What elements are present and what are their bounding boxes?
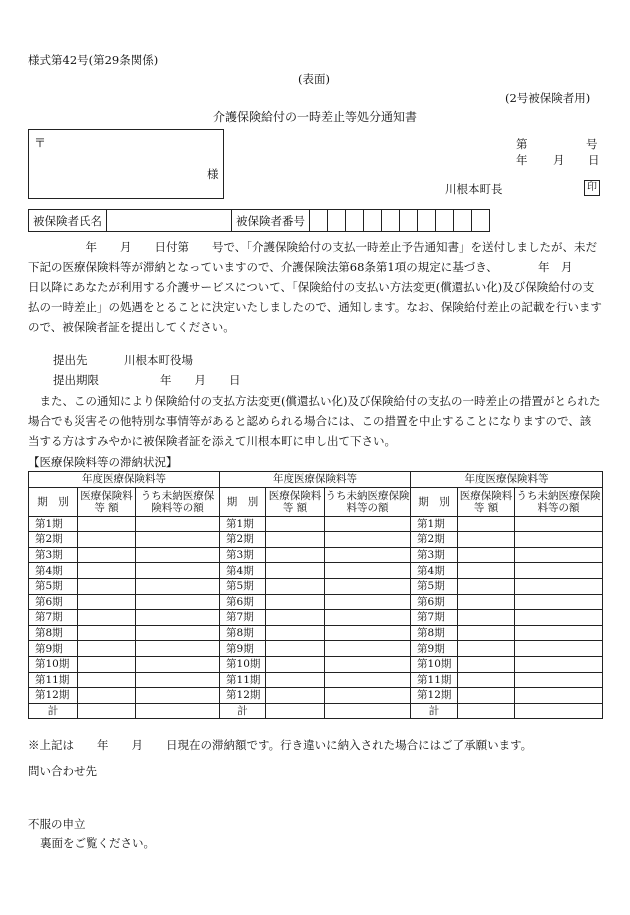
amount-cell[interactable] [458,578,515,594]
insured-number-digit[interactable] [382,210,400,232]
total-label: 計 [29,703,78,719]
page-side-label: (表面) [298,72,330,86]
unpaid-amount-cell[interactable] [325,516,411,532]
period-row [29,563,603,579]
submit-to-label: 提出先 [53,353,88,367]
amount-cell[interactable] [78,547,136,563]
amount-cell[interactable] [266,563,325,579]
amount-cell[interactable] [458,625,515,641]
period-label: 第10期 [29,656,78,672]
amount-cell[interactable] [266,672,325,688]
period-label: 第3期 [29,547,78,563]
period-column-header: 期 別 [220,487,266,516]
period-label: 第5期 [411,578,458,594]
total-label: 計 [220,703,266,719]
unpaid-amount-cell[interactable] [136,610,220,626]
notice-paragraph: 年 月 日付第 号で、「介護保険給付の支払一時差止予告通知書」を送付しましたが、未だ下記の医療保険料等が滞納となっていますので、介護保険法第68条第1項の規定に基づき、 年 月 日以降にあなたが利用する介護サービスについて、「保険給付の支払い方法変更(償還払い化)及び保険給付の支払の一時差止」の処遇をとることに決定いたしましたので、通知します。なお、保険給付差止の記載を行いますので、被保険者証を提出してください。 [28,240,602,334]
period-label: 第2期 [29,532,78,548]
unpaid-amount-cell[interactable] [515,610,603,626]
period-column-header: 期 別 [411,487,458,516]
period-row [29,656,603,672]
issue-go: 号 [586,137,598,151]
fiscal-year-header: 年度医療保険料等 [29,472,220,488]
period-row [29,594,603,610]
amount-cell[interactable] [266,594,325,610]
unpaid-amount-cell[interactable] [515,688,603,704]
amount-cell[interactable] [78,656,136,672]
unpaid-amount-cell[interactable] [325,703,411,719]
period-label: 第12期 [220,688,266,704]
insured-number-digit[interactable] [364,210,382,232]
period-label: 第12期 [29,688,78,704]
objection-label: 不服の申立 [28,817,86,831]
amount-column-header: 医療保険料 等 額 [78,487,136,516]
unpaid-amount-cell[interactable] [136,656,220,672]
period-label: 第9期 [29,641,78,657]
postal-mark: 〒 [34,136,47,150]
amount-cell[interactable] [458,516,515,532]
period-label: 第6期 [220,594,266,610]
amount-cell[interactable] [458,563,515,579]
period-label: 第2期 [220,532,266,548]
unpaid-amount-cell[interactable] [515,547,603,563]
insured-number-digit[interactable] [346,210,364,232]
total-label: 計 [411,703,458,719]
insured-number-digit[interactable] [400,210,418,232]
period-row [29,578,603,594]
period-label: 第10期 [220,656,266,672]
period-label: 第7期 [411,610,458,626]
period-label: 第3期 [411,547,458,563]
deadline-label: 提出期限 [53,373,99,387]
period-label: 第11期 [411,672,458,688]
unpaid-amount-cell[interactable] [515,625,603,641]
amount-cell[interactable] [458,594,515,610]
period-row [29,532,603,548]
amount-cell[interactable] [458,656,515,672]
unpaid-amount-cell[interactable] [136,563,220,579]
amount-cell[interactable] [458,610,515,626]
amount-cell[interactable] [266,610,325,626]
period-label: 第3期 [220,547,266,563]
amount-cell[interactable] [458,547,515,563]
amount-cell[interactable] [458,688,515,704]
unpaid-amount-cell[interactable] [325,532,411,548]
period-row [29,641,603,657]
amount-cell[interactable] [266,703,325,719]
see-back-note: 裏面をご覧ください。 [40,836,155,850]
amount-cell[interactable] [78,641,136,657]
period-label: 第8期 [29,625,78,641]
insured-number-digit[interactable] [418,210,436,232]
amount-cell[interactable] [266,547,325,563]
insured-number-label: 被保険者番号 [232,210,310,232]
unpaid-amount-cell[interactable] [136,641,220,657]
amount-cell[interactable] [266,532,325,548]
period-label: 第6期 [411,594,458,610]
period-label: 第11期 [29,672,78,688]
insured-number-digit[interactable] [328,210,346,232]
issue-day: 日 [588,153,600,167]
unpaid-amount-cell[interactable] [136,703,220,719]
period-label: 第1期 [220,516,266,532]
period-label: 第6期 [29,594,78,610]
amount-column-header: 医療保険料 等 額 [266,487,325,516]
period-label: 第9期 [411,641,458,657]
period-label: 第10期 [411,656,458,672]
unpaid-amount-cell[interactable] [136,672,220,688]
amount-cell[interactable] [266,516,325,532]
honorific-sama: 様 [207,167,219,181]
unpaid-amount-cell[interactable] [515,578,603,594]
period-label: 第4期 [411,563,458,579]
fiscal-year-header: 年度医療保険料等 [220,472,411,488]
period-row [29,516,603,532]
amount-cell[interactable] [266,578,325,594]
seal-stamp: 印 [584,180,600,196]
period-label: 第4期 [220,563,266,579]
unpaid-amount-cell[interactable] [325,578,411,594]
document-title: 介護保険給付の一時差止等処分通知書 [213,110,418,124]
unpaid-amount-cell[interactable] [325,594,411,610]
period-row [29,625,603,641]
period-row [29,547,603,563]
unpaid-amount-cell[interactable] [325,641,411,657]
amount-column-header: 医療保険料 等 額 [458,487,515,516]
amount-cell[interactable] [78,625,136,641]
unpaid-amount-cell[interactable] [325,610,411,626]
period-label: 第1期 [29,516,78,532]
period-row [29,610,603,626]
unpaid-amount-cell[interactable] [325,688,411,704]
period-row [29,688,603,704]
contact-label: 問い合わせ先 [28,764,97,778]
deadline-value: 年 月 日 [160,373,241,387]
amount-cell[interactable] [78,610,136,626]
amount-cell[interactable] [78,594,136,610]
suspension-notice-paragraph: また、この通知により保険給付の支払方法変更(償還払い化)及び保険給付の支払の一時差止の措置がとられた場合でも災害その他特別な事情等があると認められる場合には、この措置を中止することになりますので、該当する方はすみやかに被保険者証を添えて川根本町に申し出て下さい。 [28,394,601,448]
unpaid-amount-cell[interactable] [136,578,220,594]
period-column-header: 期 別 [29,487,78,516]
unpaid-amount-cell[interactable] [515,672,603,688]
amount-cell[interactable] [266,625,325,641]
arrears-date-note: ※上記は 年 月 日現在の滞納額です。行き違いに納入された場合にはご了承願います。 [28,738,533,752]
unpaid-amount-cell[interactable] [325,547,411,563]
amount-cell[interactable] [458,532,515,548]
amount-cell[interactable] [78,532,136,548]
unpaid-column-header: うち未納医療保険料等の額 [515,487,603,516]
amount-cell[interactable] [458,672,515,688]
period-label: 第7期 [220,610,266,626]
amount-cell[interactable] [266,641,325,657]
arrears-table [28,471,603,719]
address-box [28,129,224,199]
insured-info-table [28,209,490,232]
unpaid-amount-cell[interactable] [325,563,411,579]
period-label: 第8期 [220,625,266,641]
submit-to-value: 川根本町役場 [124,353,193,367]
unpaid-amount-cell[interactable] [515,594,603,610]
amount-cell[interactable] [78,688,136,704]
period-label: 第5期 [220,578,266,594]
unpaid-column-header: うち未納医療保険料等の額 [325,487,411,516]
total-row [29,703,603,719]
form-number: 様式第42号(第29条関係) [28,53,159,67]
amount-cell[interactable] [78,578,136,594]
period-label: 第5期 [29,578,78,594]
unpaid-amount-cell[interactable] [136,532,220,548]
insured-name-field[interactable] [107,210,232,232]
issuer-name: 川根本町長 [445,182,503,196]
insured-number-digit[interactable] [472,210,490,232]
amount-cell[interactable] [78,563,136,579]
unpaid-amount-cell[interactable] [325,656,411,672]
amount-cell[interactable] [78,703,136,719]
period-row [29,672,603,688]
amount-cell[interactable] [266,656,325,672]
amount-cell[interactable] [78,672,136,688]
period-label: 第9期 [220,641,266,657]
insured-number-digit[interactable] [310,210,328,232]
amount-cell[interactable] [458,641,515,657]
target-label: (2号被保険者用) [505,91,591,105]
unpaid-amount-cell[interactable] [325,672,411,688]
period-label: 第8期 [411,625,458,641]
issue-year: 年 [516,153,528,167]
unpaid-amount-cell[interactable] [515,703,603,719]
unpaid-amount-cell[interactable] [136,594,220,610]
period-label: 第7期 [29,610,78,626]
unpaid-amount-cell[interactable] [136,625,220,641]
amount-cell[interactable] [266,688,325,704]
amount-cell[interactable] [458,703,515,719]
fiscal-year-header: 年度医療保険料等 [411,472,603,488]
unpaid-amount-cell[interactable] [515,563,603,579]
issue-month: 月 [553,153,565,167]
amount-cell[interactable] [78,516,136,532]
unpaid-amount-cell[interactable] [515,532,603,548]
period-label: 第11期 [220,672,266,688]
period-label: 第2期 [411,532,458,548]
insured-number-digit[interactable] [436,210,454,232]
unpaid-amount-cell[interactable] [325,625,411,641]
unpaid-amount-cell[interactable] [515,641,603,657]
period-label: 第12期 [411,688,458,704]
arrears-section-title: 【医療保険料等の滞納状況】 [28,455,178,469]
issue-dai: 第 [516,137,528,151]
period-label: 第4期 [29,563,78,579]
unpaid-column-header: うち未納医療保険料等の額 [136,487,220,516]
insured-number-digit[interactable] [454,210,472,232]
unpaid-amount-cell[interactable] [136,516,220,532]
insured-name-label: 被保険者氏名 [29,210,107,232]
unpaid-amount-cell[interactable] [515,656,603,672]
unpaid-amount-cell[interactable] [136,547,220,563]
unpaid-amount-cell[interactable] [136,688,220,704]
period-label: 第1期 [411,516,458,532]
unpaid-amount-cell[interactable] [515,516,603,532]
